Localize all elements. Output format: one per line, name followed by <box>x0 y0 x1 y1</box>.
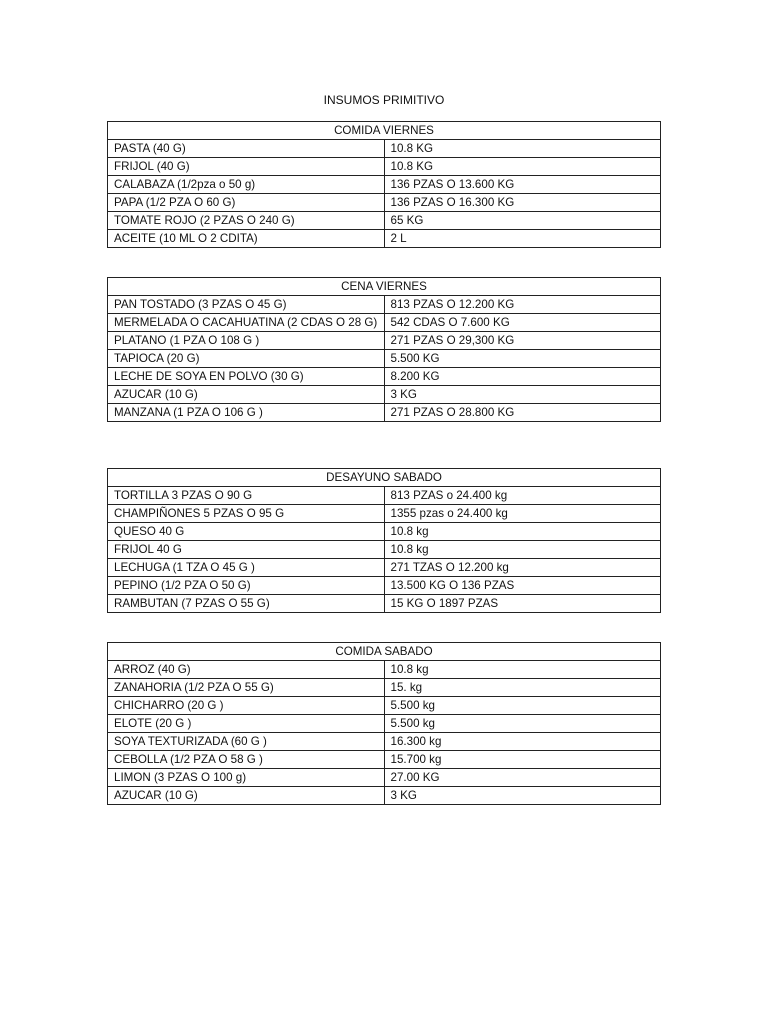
table-comida-viernes <box>107 121 661 248</box>
quantity-cell: 15.700 kg <box>384 751 661 769</box>
table-row <box>108 194 661 212</box>
quantity-cell: 136 PZAS O 16.300 KG <box>384 194 661 212</box>
table-cena-viernes <box>107 277 661 422</box>
quantity-cell: 5.500 KG <box>384 350 661 368</box>
table-row <box>108 350 661 368</box>
quantity-cell: 3 KG <box>384 787 661 805</box>
item-cell: PEPINO (1/2 PZA O 50 G) <box>108 577 385 595</box>
table-row <box>108 559 661 577</box>
table-row <box>108 751 661 769</box>
table-row <box>108 230 661 248</box>
quantity-cell: 2 L <box>384 230 661 248</box>
quantity-cell: 15. kg <box>384 679 661 697</box>
table-row <box>108 368 661 386</box>
document-title: INSUMOS PRIMITIVO <box>323 93 445 107</box>
item-cell: PLATANO (1 PZA O 108 G ) <box>108 332 385 350</box>
item-cell: LECHE DE SOYA EN POLVO (30 G) <box>108 368 385 386</box>
quantity-cell: 813 PZAS o 24.400 kg <box>384 487 661 505</box>
item-cell: ELOTE (20 G ) <box>108 715 385 733</box>
quantity-cell: 10.8 kg <box>384 523 661 541</box>
quantity-cell: 271 TZAS O 12.200 kg <box>384 559 661 577</box>
table-header-row <box>108 469 661 487</box>
quantity-cell: 542 CDAS O 7.600 KG <box>384 314 661 332</box>
table-row <box>108 404 661 422</box>
table-row <box>108 176 661 194</box>
quantity-cell: 10.8 KG <box>384 140 661 158</box>
item-cell: TOMATE ROJO (2 PZAS O 240 G) <box>108 212 385 230</box>
item-cell: SOYA TEXTURIZADA (60 G ) <box>108 733 385 751</box>
item-cell: CHAMPIÑONES 5 PZAS O 95 G <box>108 505 385 523</box>
quantity-cell: 271 PZAS O 28.800 KG <box>384 404 661 422</box>
table-header: DESAYUNO SABADO <box>108 469 661 487</box>
table-row <box>108 733 661 751</box>
quantity-cell: 16.300 kg <box>384 733 661 751</box>
quantity-cell: 813 PZAS O 12.200 KG <box>384 296 661 314</box>
table-header-row <box>108 643 661 661</box>
table-header: CENA VIERNES <box>108 278 661 296</box>
quantity-cell: 27.00 KG <box>384 769 661 787</box>
table-row <box>108 212 661 230</box>
quantity-cell: 10.8 kg <box>384 661 661 679</box>
table-comida-sabado <box>107 642 661 805</box>
item-cell: ARROZ (40 G) <box>108 661 385 679</box>
table-row <box>108 679 661 697</box>
table-row <box>108 595 661 613</box>
table-row <box>108 697 661 715</box>
item-cell: MERMELADA O CACAHUATINA (2 CDAS O 28 G) <box>108 314 385 332</box>
table-row <box>108 661 661 679</box>
table-row <box>108 140 661 158</box>
table-row <box>108 314 661 332</box>
item-cell: TORTILLA 3 PZAS O 90 G <box>108 487 385 505</box>
table-row <box>108 541 661 559</box>
table-row <box>108 715 661 733</box>
quantity-cell: 65 KG <box>384 212 661 230</box>
item-cell: AZUCAR (10 G) <box>108 787 385 805</box>
item-cell: CHICHARRO (20 G ) <box>108 697 385 715</box>
item-cell: LIMON (3 PZAS O 100 g) <box>108 769 385 787</box>
quantity-cell: 1355 pzas o 24.400 kg <box>384 505 661 523</box>
item-cell: PASTA (40 G) <box>108 140 385 158</box>
table-row <box>108 296 661 314</box>
item-cell: ZANAHORIA (1/2 PZA O 55 G) <box>108 679 385 697</box>
item-cell: PAN TOSTADO (3 PZAS O 45 G) <box>108 296 385 314</box>
table-row <box>108 158 661 176</box>
table-header-row <box>108 122 661 140</box>
table-row <box>108 769 661 787</box>
item-cell: RAMBUTAN (7 PZAS O 55 G) <box>108 595 385 613</box>
quantity-cell: 271 PZAS O 29,300 KG <box>384 332 661 350</box>
item-cell: CALABAZA (1/2pza o 50 g) <box>108 176 385 194</box>
item-cell: MANZANA (1 PZA O 106 G ) <box>108 404 385 422</box>
table-header-row <box>108 278 661 296</box>
table-row <box>108 332 661 350</box>
quantity-cell: 5.500 kg <box>384 715 661 733</box>
quantity-cell: 5.500 kg <box>384 697 661 715</box>
table-desayuno-sabado <box>107 468 661 613</box>
quantity-cell: 13.500 KG O 136 PZAS <box>384 577 661 595</box>
quantity-cell: 10.8 kg <box>384 541 661 559</box>
quantity-cell: 15 KG O 1897 PZAS <box>384 595 661 613</box>
item-cell: FRIJOL 40 G <box>108 541 385 559</box>
item-cell: PAPA (1/2 PZA O 60 G) <box>108 194 385 212</box>
item-cell: CEBOLLA (1/2 PZA O 58 G ) <box>108 751 385 769</box>
quantity-cell: 3 KG <box>384 386 661 404</box>
item-cell: AZUCAR (10 G) <box>108 386 385 404</box>
item-cell: LECHUGA (1 TZA O 45 G ) <box>108 559 385 577</box>
item-cell: FRIJOL (40 G) <box>108 158 385 176</box>
item-cell: TAPIOCA (20 G) <box>108 350 385 368</box>
table-row <box>108 386 661 404</box>
table-header: COMIDA VIERNES <box>108 122 661 140</box>
table-row <box>108 505 661 523</box>
table-header: COMIDA SABADO <box>108 643 661 661</box>
table-row <box>108 523 661 541</box>
table-row <box>108 487 661 505</box>
quantity-cell: 136 PZAS O 13.600 KG <box>384 176 661 194</box>
quantity-cell: 10.8 KG <box>384 158 661 176</box>
quantity-cell: 8.200 KG <box>384 368 661 386</box>
item-cell: QUESO 40 G <box>108 523 385 541</box>
item-cell: ACEITE (10 ML O 2 CDITA) <box>108 230 385 248</box>
table-row <box>108 787 661 805</box>
table-row <box>108 577 661 595</box>
